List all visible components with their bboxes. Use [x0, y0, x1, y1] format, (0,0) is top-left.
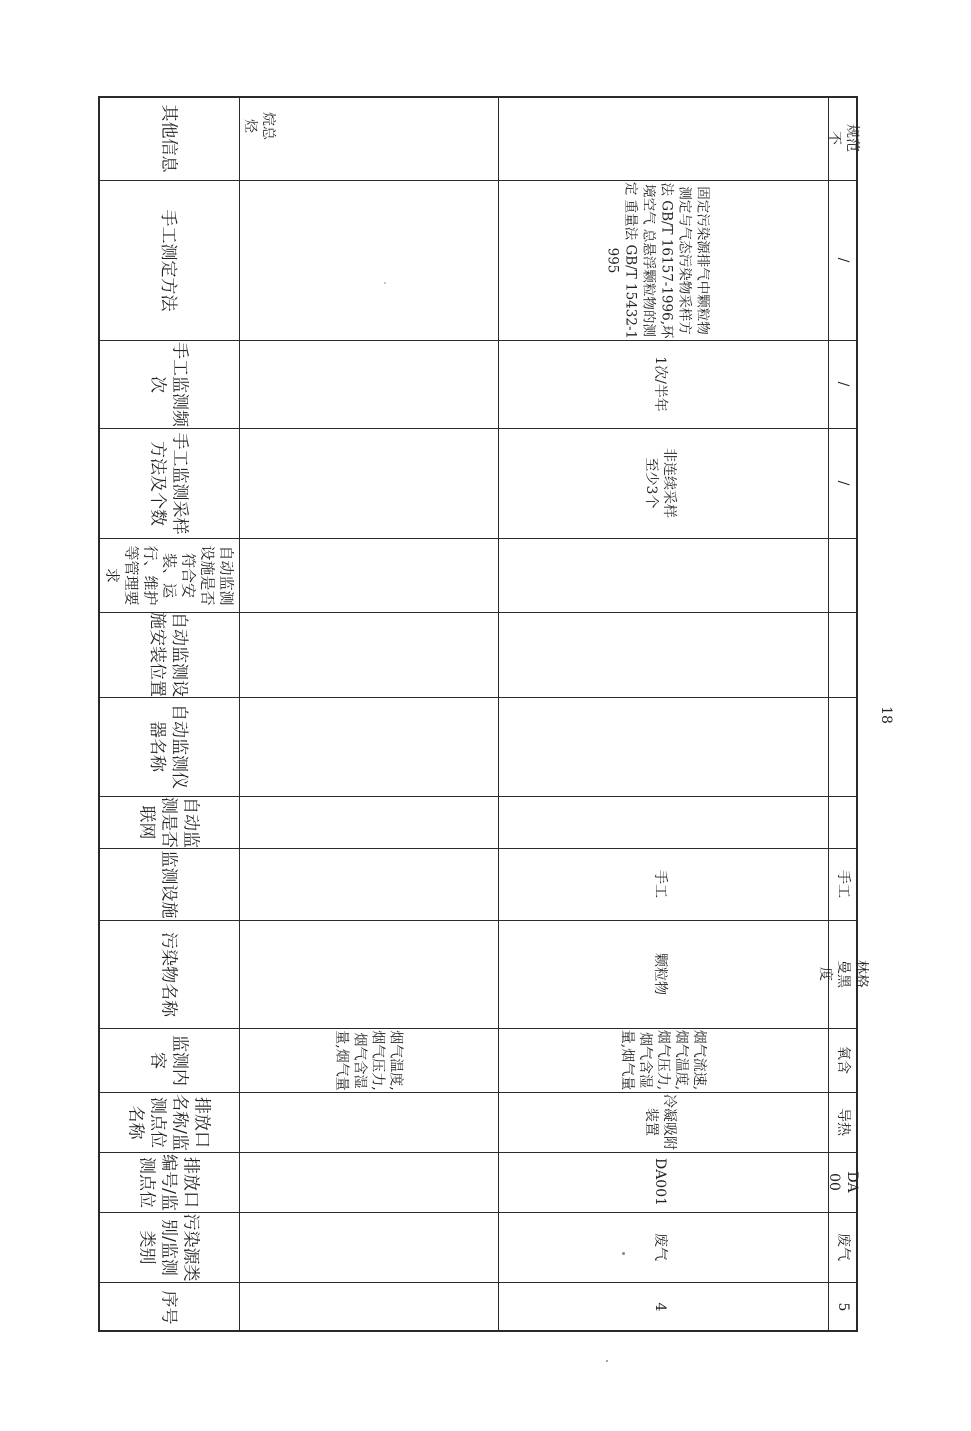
row4-pollutant: 颗粒物 — [652, 953, 668, 995]
header-outlet-name: 排放口名称/监测点位名称 — [125, 1093, 212, 1151]
header-source-type: 污染源类别/监测类别 — [136, 1213, 201, 1281]
header-auto-instrument: 自动监测仪器名称 — [147, 704, 190, 789]
header-manual-sampling: 手工监测采样方法及个数 — [147, 432, 190, 534]
row4-facility: 手工 — [652, 870, 668, 898]
row4-content-b: 烟气流速,烟气温度,烟气压力,烟气含湿量,烟气量 — [619, 1029, 707, 1091]
row5-seq: 5 — [835, 1302, 851, 1312]
row-divider — [498, 96, 499, 1332]
row4-outlet-name: 冷凝吸附装置 — [643, 1094, 677, 1150]
row5-facility: 手工 — [835, 870, 851, 898]
row5-manual-sampling: / — [835, 480, 851, 486]
header-manual-method: 手工测定方法 — [158, 209, 179, 311]
row4-seq: 4 — [652, 1302, 668, 1312]
header-other-info: 其他信息 — [158, 104, 179, 172]
header-outlet-id: 排放口编号/监测点位 — [136, 1153, 201, 1211]
row4-other-info: 烷总烃 — [242, 112, 276, 140]
header-pollutant: 污染物名称 — [158, 931, 179, 1017]
row5-manual-frequency: / — [835, 381, 851, 387]
row5-source-type: 废气 — [835, 1233, 851, 1261]
row5-other-info: 规范不 — [826, 124, 860, 152]
row4-manual-method: 固定污染源排气中颗粒物测定与气态污染物采样方法 GB/T 16157-1996,环境空气 总悬浮颗粒物的测定 重量法 GB/T 15432-1995 — [604, 181, 711, 339]
header-auto-compliance: 自动监测设施是否符合安装、运行、维护等管理要求 — [103, 544, 235, 605]
row5-manual-method: / — [835, 257, 851, 263]
header-content: 监测内容 — [147, 1034, 190, 1086]
page-number: 18 — [878, 706, 894, 724]
header-manual-frequency: 手工监测频次 — [147, 341, 190, 427]
header-seq: 序号 — [158, 1290, 179, 1324]
row4-manual-sampling: 非连续采样 至少3个 — [643, 448, 677, 518]
header-auto-location: 自动监测设施安装位置 — [147, 612, 190, 697]
row5-content: 氧含 — [835, 1046, 851, 1074]
scan-speck — [606, 1360, 608, 1362]
row4-content-a: 烟气温度,烟气压力,烟气含湿量,烟气量 — [333, 1029, 404, 1091]
scan-speck — [622, 1252, 625, 1255]
row4-manual-frequency: 1次/半年 — [652, 356, 668, 412]
row4-outlet-id: DA001 — [652, 1157, 668, 1207]
header-auto-networked: 自动监测是否联网 — [136, 796, 201, 848]
row4-source-type: 废气 — [652, 1233, 668, 1261]
scan-speck — [384, 282, 386, 284]
header-facility: 监测设施 — [158, 850, 179, 918]
row5-outlet-id: DA00 — [826, 1171, 860, 1193]
row5-pollutant: 林格曼黑度 — [817, 960, 869, 988]
row5-outlet-name: 导热 — [835, 1108, 851, 1136]
